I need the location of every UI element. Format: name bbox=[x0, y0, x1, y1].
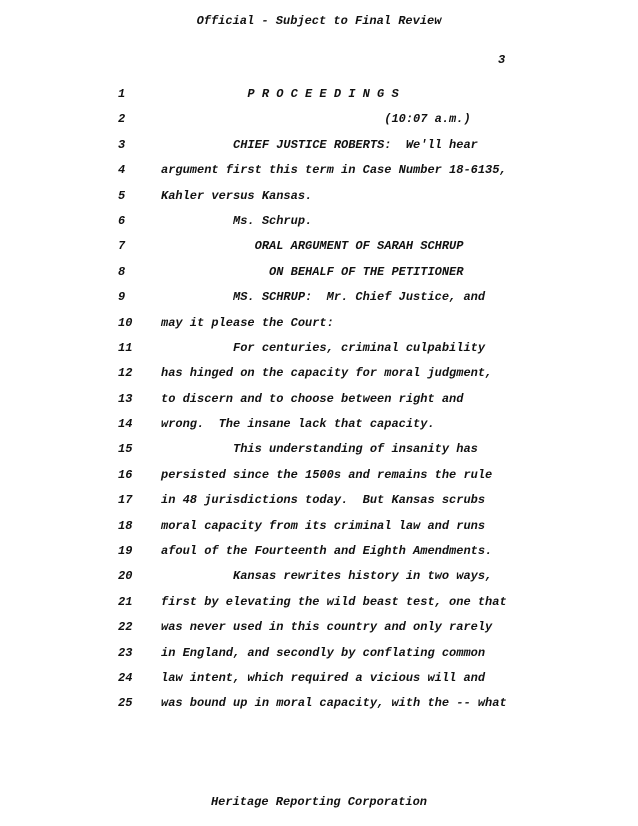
line-number: 20 bbox=[118, 569, 133, 584]
line-text: moral capacity from its criminal law and runs bbox=[161, 518, 486, 533]
line-text: (10:07 a.m.) bbox=[161, 112, 471, 127]
line-number: 25 bbox=[118, 696, 133, 711]
page-header: Official - Subject to Final Review bbox=[196, 14, 442, 28]
line-number: 12 bbox=[118, 366, 133, 381]
line-number: 10 bbox=[118, 315, 133, 330]
transcript-line bbox=[0, 87, 638, 112]
transcript-line bbox=[0, 366, 638, 391]
line-text: first by elevating the wild beast test, one that bbox=[161, 594, 507, 609]
line-number: 8 bbox=[118, 264, 126, 279]
transcript-line bbox=[0, 519, 638, 544]
line-number: 16 bbox=[118, 467, 133, 482]
transcript-line bbox=[0, 341, 638, 366]
line-text: afoul of the Fourteenth and Eighth Amendments. bbox=[161, 544, 493, 559]
transcript-line bbox=[0, 646, 638, 671]
transcript-line bbox=[0, 239, 638, 264]
line-text: was never used in this country and only rarely bbox=[161, 620, 493, 635]
page-footer: Heritage Reporting Corporation bbox=[210, 795, 428, 809]
line-number: 17 bbox=[118, 493, 133, 508]
transcript-line bbox=[0, 620, 638, 645]
line-text: law intent, which required a vicious will and bbox=[161, 670, 486, 685]
line-text: ON BEHALF OF THE PETITIONER bbox=[161, 264, 464, 279]
transcript-line bbox=[0, 569, 638, 594]
line-number: 11 bbox=[118, 340, 133, 355]
transcript-line bbox=[0, 265, 638, 290]
line-text: CHIEF JUSTICE ROBERTS: We'll hear bbox=[161, 137, 478, 152]
transcript-line bbox=[0, 316, 638, 341]
line-number: 23 bbox=[118, 645, 133, 660]
line-text: may it please the Court: bbox=[161, 315, 334, 330]
line-text: argument first this term in Case Number 18-6135, bbox=[161, 163, 507, 178]
line-text: Kahler versus Kansas. bbox=[161, 188, 313, 203]
line-number: 22 bbox=[118, 620, 133, 635]
transcript-line bbox=[0, 442, 638, 467]
line-number: 13 bbox=[118, 391, 133, 406]
line-text: in England, and secondly by conflating common bbox=[161, 645, 486, 660]
line-text: Ms. Schrup. bbox=[161, 213, 313, 228]
line-number: 1 bbox=[118, 87, 126, 101]
line-text: to discern and to choose between right and bbox=[161, 391, 464, 406]
line-text: This understanding of insanity has bbox=[161, 442, 478, 457]
transcript-lines bbox=[0, 87, 638, 722]
line-text: Kansas rewrites history in two ways, bbox=[161, 569, 493, 584]
line-text: in 48 jurisdictions today. But Kansas scrubs bbox=[161, 493, 486, 508]
transcript-line bbox=[0, 468, 638, 493]
line-number: 4 bbox=[118, 163, 126, 178]
line-number: 9 bbox=[118, 290, 126, 305]
line-number: 14 bbox=[118, 417, 133, 432]
line-number: 18 bbox=[118, 518, 133, 533]
line-text: persisted since the 1500s and remains the rule bbox=[161, 467, 493, 482]
transcript-line bbox=[0, 138, 638, 163]
transcript-line bbox=[0, 214, 638, 239]
line-text: has hinged on the capacity for moral judgment, bbox=[161, 366, 493, 381]
line-text: ORAL ARGUMENT OF SARAH SCHRUP bbox=[161, 239, 464, 254]
line-number: 2 bbox=[118, 112, 126, 127]
line-text: P R O C E E D I N G S bbox=[161, 87, 399, 101]
transcript-line bbox=[0, 189, 638, 214]
line-number: 24 bbox=[118, 670, 133, 685]
transcript-line bbox=[0, 671, 638, 696]
line-number: 19 bbox=[118, 544, 133, 559]
transcript-line bbox=[0, 417, 638, 442]
line-number: 5 bbox=[118, 188, 126, 203]
transcript-line bbox=[0, 544, 638, 569]
transcript-line bbox=[0, 163, 638, 188]
transcript-line bbox=[0, 392, 638, 417]
transcript-line bbox=[0, 493, 638, 518]
transcript-line bbox=[0, 290, 638, 315]
line-text: MS. SCHRUP: Mr. Chief Justice, and bbox=[161, 290, 486, 305]
page-number: 3 bbox=[498, 53, 506, 67]
line-number: 15 bbox=[118, 442, 133, 457]
line-text: wrong. The insane lack that capacity. bbox=[161, 417, 435, 432]
line-text: For centuries, criminal culpability bbox=[161, 340, 486, 355]
transcript-line bbox=[0, 595, 638, 620]
line-number: 7 bbox=[118, 239, 126, 254]
line-number: 3 bbox=[118, 137, 126, 152]
line-text: was bound up in moral capacity, with the -- what bbox=[161, 696, 507, 711]
transcript-line bbox=[0, 112, 638, 137]
transcript-line bbox=[0, 696, 638, 721]
line-number: 6 bbox=[118, 213, 126, 228]
line-number: 21 bbox=[118, 594, 133, 609]
